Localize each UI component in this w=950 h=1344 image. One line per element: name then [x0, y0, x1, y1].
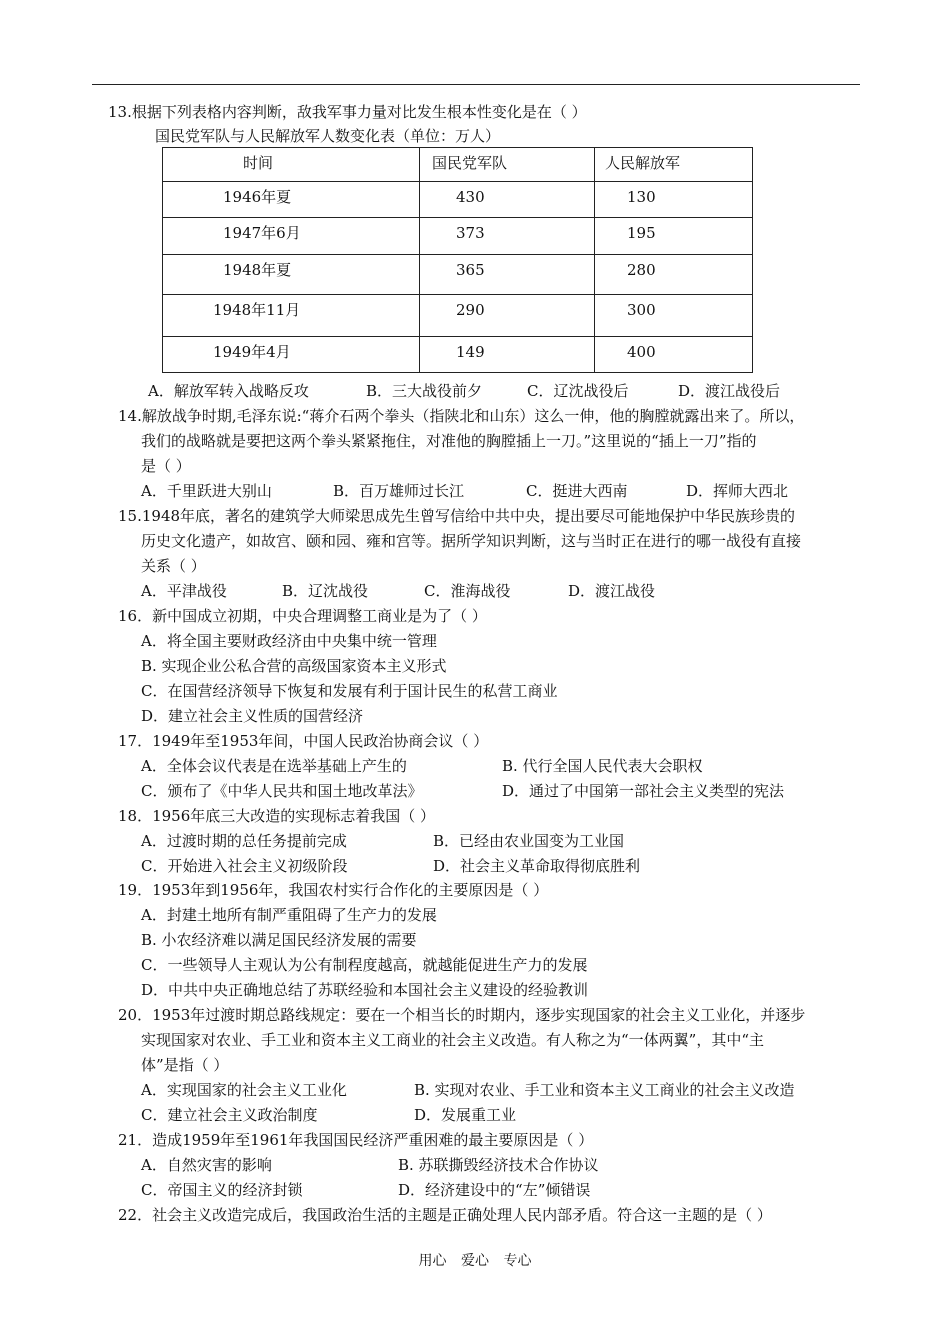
table-row — [163, 182, 753, 218]
table-cell: 130 — [595, 182, 753, 218]
q13-option-b: B．三大战役前夕 — [366, 382, 483, 400]
table-cell: 1949年4月 — [163, 337, 420, 373]
q13-table-title: 国民党军队与人民解放军人数变化表（单位：万人） — [155, 127, 501, 145]
q14-option-b: B．百万雄师过长江 — [333, 482, 465, 500]
q15-stem-line1: 15.1948年底，著名的建筑学大师梁思成先生曾写信给中共中央，提出要尽可能地保护中华民族珍贵的 — [118, 507, 796, 525]
table-row — [163, 255, 753, 295]
q21-stem: 21．造成1959年至1961年我国国民经济严重困难的最主要原因是（ ） — [118, 1131, 594, 1149]
table-header-pla: 人民解放军 — [595, 148, 753, 182]
q17-stem: 17．1949年至1953年间，中国人民政治协商会议（ ） — [118, 732, 489, 750]
q14-option-c: C．挺进大西南 — [526, 482, 628, 500]
footer-word: 专心 — [503, 1253, 532, 1269]
q18-option-a: A．过渡时期的总任务提前完成 — [141, 832, 347, 850]
q17-option-d: D．通过了中国第一部社会主义类型的宪法 — [502, 782, 785, 800]
q13-option-c: C．辽沈战役后 — [527, 382, 629, 400]
q16-option-d: D．建立社会主义性质的国营经济 — [141, 707, 364, 725]
q19-option-d: D．中共中央正确地总结了苏联经验和本国社会主义建设的经验教训 — [141, 981, 589, 999]
q15-option-b: B．辽沈战役 — [282, 582, 369, 600]
q18-option-b: B．已经由农业国变为工业国 — [433, 832, 625, 850]
q17-option-c: C．颁布了《中华人民共和国土地改革法》 — [141, 782, 423, 800]
table-row — [163, 218, 753, 255]
q14-stem-line1: 14.解放战争时期,毛泽东说:“蒋介石两个拳头（指陕北和山东）这么一伸，他的胸膛就露出来了。所以， — [118, 407, 805, 425]
q14-option-a: A．千里跃进大别山 — [141, 482, 272, 500]
q20-option-b: B. 实现对农业、手工业和资本主义工商业的社会主义改造 — [414, 1081, 795, 1099]
table-row — [163, 337, 753, 373]
table-cell: 373 — [420, 218, 595, 255]
q20-option-c: C．建立社会主义政治制度 — [141, 1106, 318, 1124]
q13-stem: 13.根据下列表格内容判断，敌我军事力量对比发生根本性变化是在（ ） — [108, 103, 587, 121]
table-cell: 1946年夏 — [163, 182, 420, 218]
table-header-time: 时间 — [163, 148, 420, 182]
q21-option-d: D．经济建设中的“左”倾错误 — [398, 1181, 591, 1199]
q20-stem-line2: 实现国家对农业、手工业和资本主义工商业的社会主义改造。有人称之为“一体两翼”，其中“主 — [141, 1031, 765, 1049]
table-cell: 1947年6月 — [163, 218, 420, 255]
table-cell: 1948年夏 — [163, 255, 420, 295]
q13-option-a: A．解放军转入战略反攻 — [148, 382, 309, 400]
table-cell: 149 — [420, 337, 595, 373]
q17-option-b: B. 代行全国人民代表大会职权 — [502, 757, 703, 775]
table-row — [163, 295, 753, 337]
q20-option-a: A．实现国家的社会主义工业化 — [141, 1081, 347, 1099]
q21-option-a: A．自然灾害的影响 — [141, 1156, 272, 1174]
q14-stem-line3: 是（ ） — [141, 457, 191, 475]
q16-option-c: C．在国营经济领导下恢复和发展有利于国计民生的私营工商业 — [141, 682, 558, 700]
table-cell: 195 — [595, 218, 753, 255]
table-header-kmt: 国民党军队 — [420, 148, 595, 182]
q20-stem-line3: 体”是指（ ） — [141, 1056, 229, 1074]
q19-option-c: C．一些领导人主观认为公有制程度越高，就越能促进生产力的发展 — [141, 956, 588, 974]
table-cell: 365 — [420, 255, 595, 295]
q21-option-c: C．帝国主义的经济封锁 — [141, 1181, 303, 1199]
q19-stem: 19．1953年到1956年，我国农村实行合作化的主要原因是（ ） — [118, 881, 549, 899]
table-cell: 400 — [595, 337, 753, 373]
q16-option-b: B. 实现企业公私合营的高级国家资本主义形式 — [141, 657, 447, 675]
footer-word: 用心 — [418, 1253, 447, 1269]
q19-option-b: B. 小农经济难以满足国民经济发展的需要 — [141, 931, 417, 949]
table-header-row — [163, 148, 753, 182]
page-footer — [0, 1250, 950, 1270]
q21-option-b: B. 苏联撕毁经济技术合作协议 — [398, 1156, 599, 1174]
q16-option-a: A．将全国主要财政经济由中央集中统一管理 — [141, 632, 437, 650]
q20-stem-line1: 20．1953年过渡时期总路线规定：要在一个相当长的时期内，逐步实现国家的社会主义工业化，并逐步 — [118, 1006, 806, 1024]
table-cell: 430 — [420, 182, 595, 218]
q15-option-a: A．平津战役 — [141, 582, 227, 600]
table-cell: 1948年11月 — [163, 295, 420, 337]
q18-option-c: C．开始进入社会主义初级阶段 — [141, 857, 348, 875]
q15-option-d: D．渡江战役 — [568, 582, 656, 600]
table-cell: 280 — [595, 255, 753, 295]
q14-option-d: D．挥师大西北 — [686, 482, 789, 500]
table-cell: 290 — [420, 295, 595, 337]
q22-stem: 22．社会主义改造完成后，我国政治生活的主题是正确处理人民内部矛盾。符合这一主题的是（ ） — [118, 1206, 772, 1224]
q19-option-a: A．封建土地所有制严重阻碍了生产力的发展 — [141, 906, 437, 924]
footer-word: 爱心 — [461, 1253, 489, 1269]
q20-option-d: D．发展重工业 — [414, 1106, 517, 1124]
q15-stem-line2: 历史文化遗产，如故宫、颐和园、雍和宫等。据所学知识判断，这与当时正在进行的哪一战役有直接 — [141, 532, 802, 550]
header-rule — [92, 84, 860, 85]
q16-stem: 16．新中国成立初期，中央合理调整工商业是为了（ ） — [118, 607, 487, 625]
q18-stem: 18．1956年底三大改造的实现标志着我国（ ） — [118, 807, 436, 825]
q15-option-c: C．淮海战役 — [424, 582, 511, 600]
q14-stem-line2: 我们的战略就是要把这两个拳头紧紧拖住，对准他的胸膛插上一刀。”这里说的“插上一刀”指的 — [141, 432, 757, 450]
table-cell: 300 — [595, 295, 753, 337]
q13-option-d: D．渡江战役后 — [678, 382, 781, 400]
q13-troop-table — [162, 147, 753, 373]
q15-stem-line3: 关系（ ） — [141, 557, 206, 575]
q18-option-d: D．社会主义革命取得彻底胜利 — [433, 857, 641, 875]
q17-option-a: A．全体会议代表是在选举基础上产生的 — [141, 757, 407, 775]
